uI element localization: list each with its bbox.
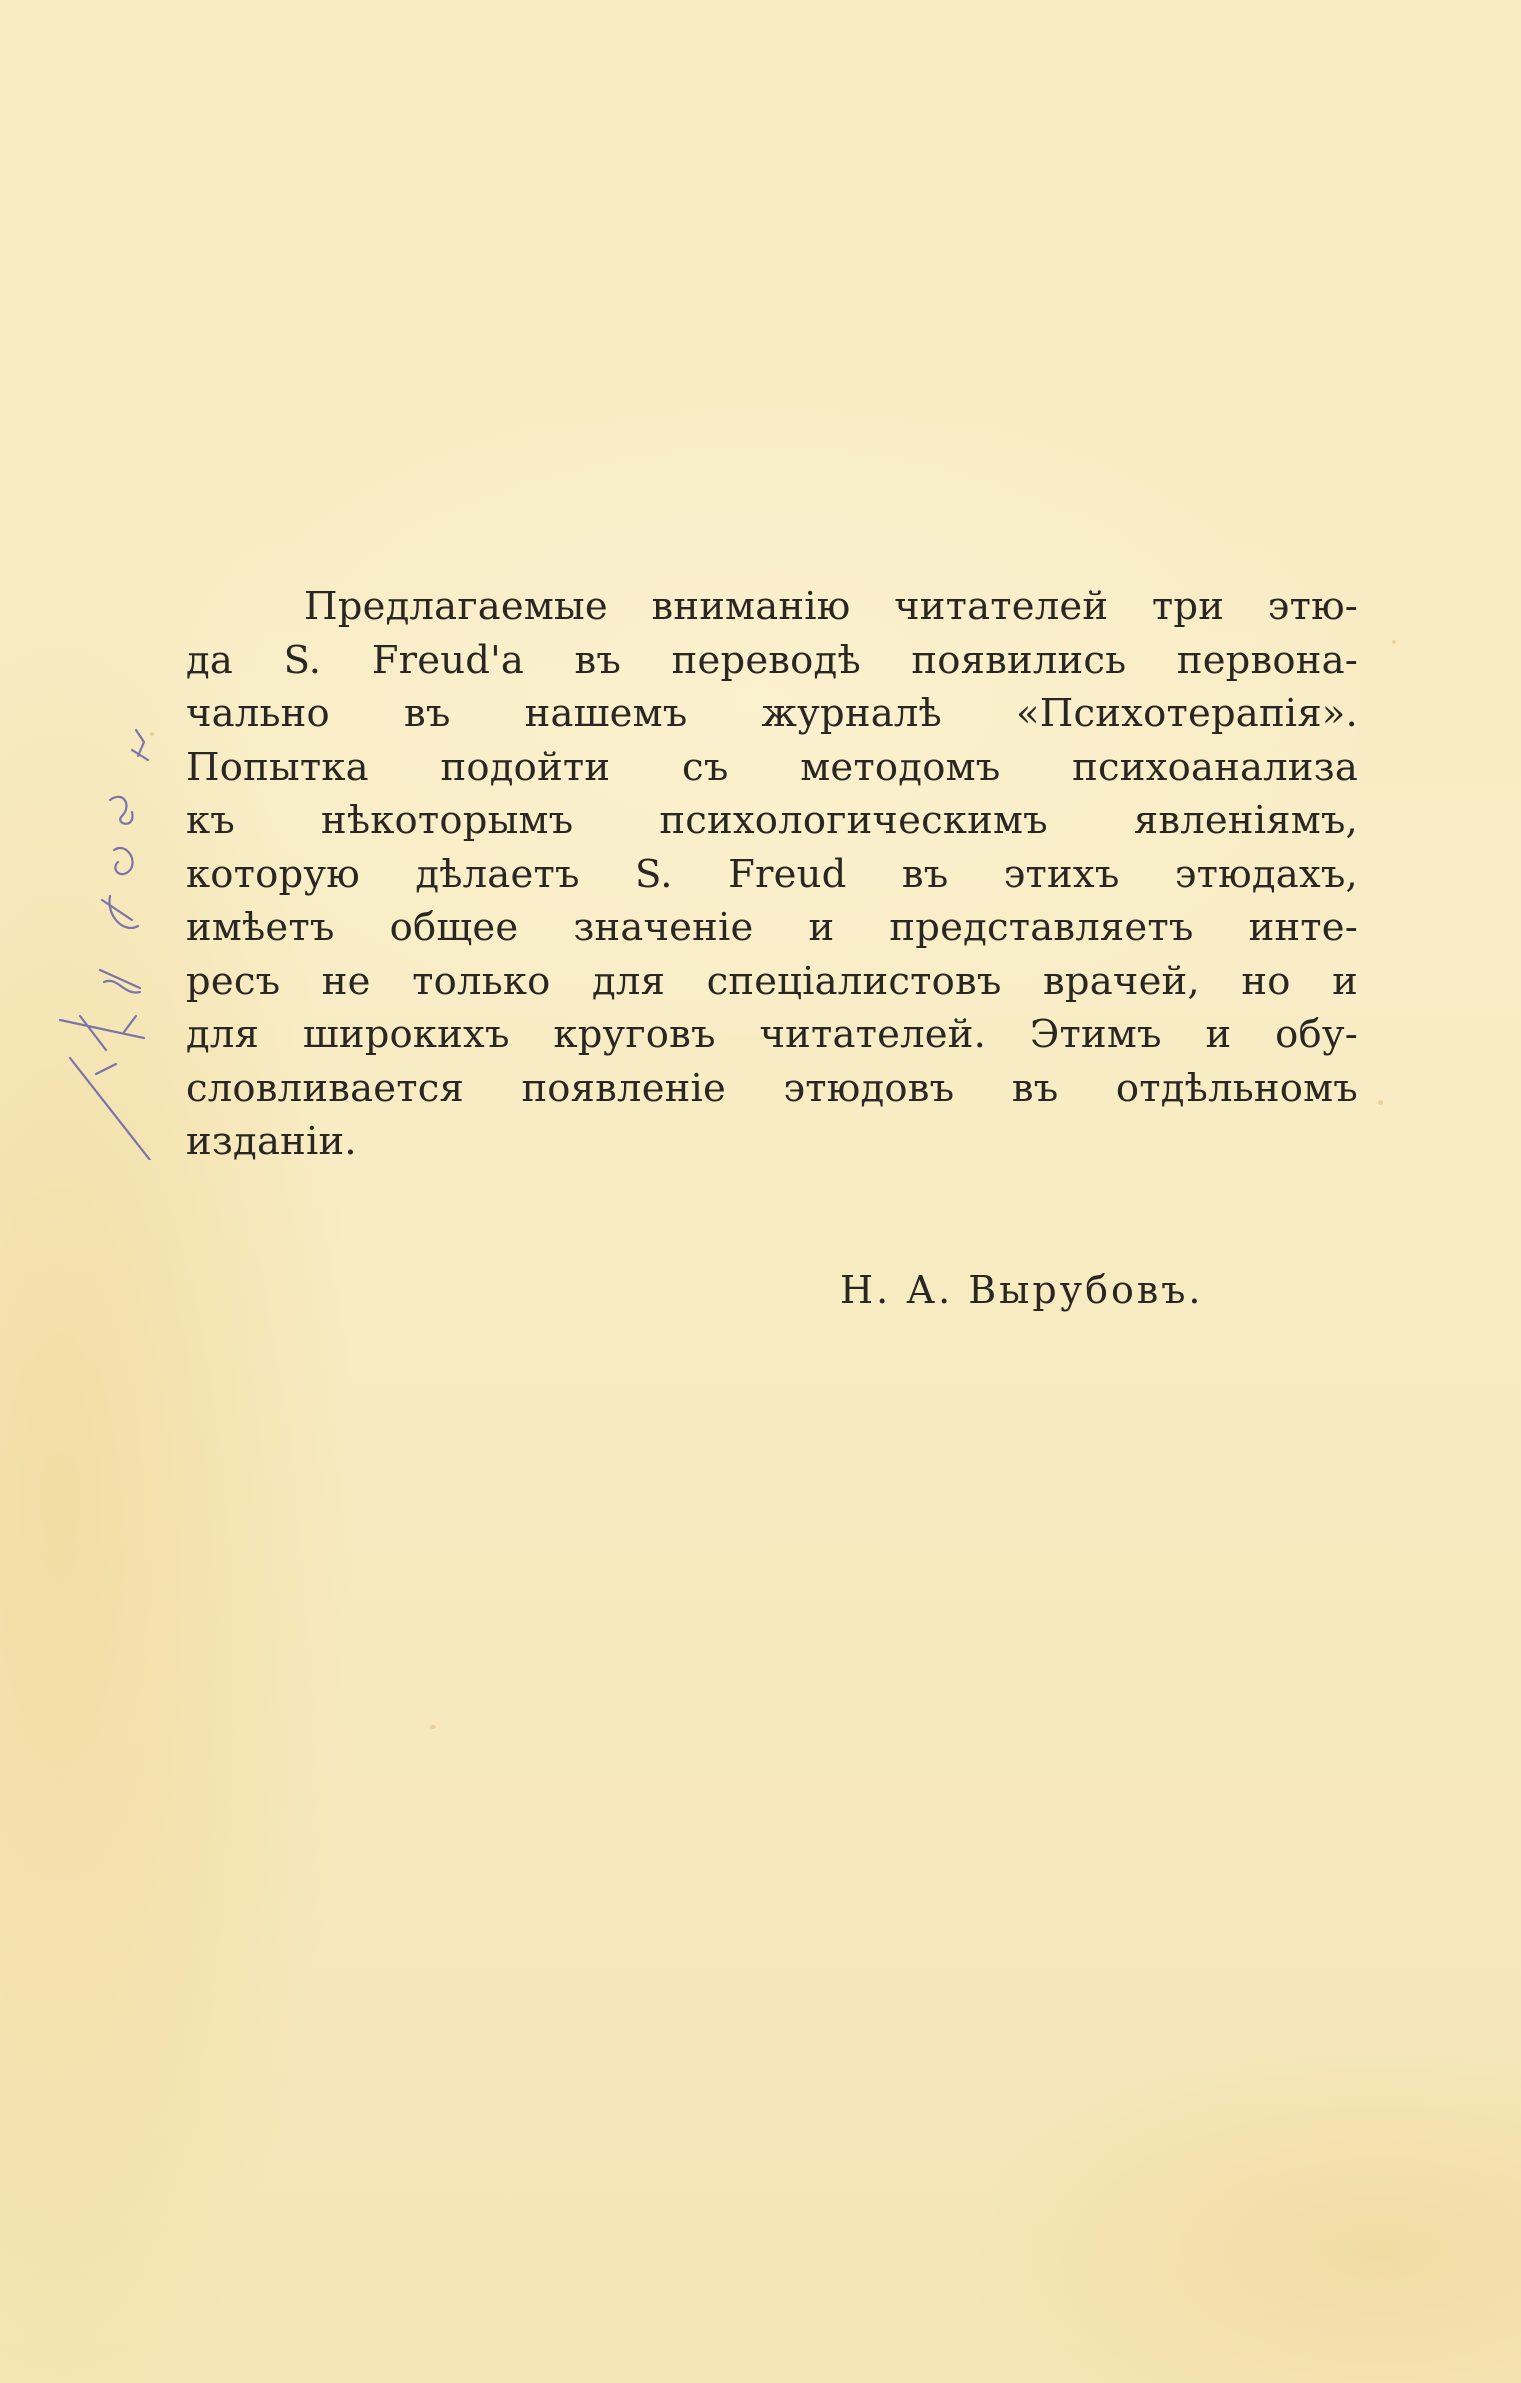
preface-line: къ нѣкоторымъ психологическимъ явленіямъ, [186,798,1358,843]
paper-spot [1392,640,1396,644]
preface-line: Предлагаемые вниманію читателей три этю- [304,584,1358,629]
preface-line: для широкихъ круговъ читателей. Этимъ и обу- [186,1012,1358,1057]
preface-line: ресъ не только для спеціалистовъ врачей, но и [186,958,1358,1004]
author-signature: Н. А. Вырубовъ. [840,1268,1204,1312]
preface-line: которую дѣлаетъ S. Freud въ этихъ этюдахъ, [186,851,1358,897]
preface-line: имѣетъ общее значеніе и представляетъ инте- [186,905,1358,950]
preface-text [186,580,1358,1169]
preface-line: изданіи. [186,1119,357,1164]
preface-line: словливается появленіе этюдовъ въ отдѣльномъ [186,1065,1358,1111]
paper-spot [430,1725,436,1729]
paper-spot [1378,1100,1383,1105]
preface-line: чально въ нашемъ журналѣ «Психотерапія». [186,691,1358,736]
preface-line: Попытка подойти съ методомъ психоанализа [186,744,1358,790]
handwritten-shelfmark [40,720,160,1160]
preface-line: да S. Freud'a въ переводѣ появились первона- [186,637,1358,683]
